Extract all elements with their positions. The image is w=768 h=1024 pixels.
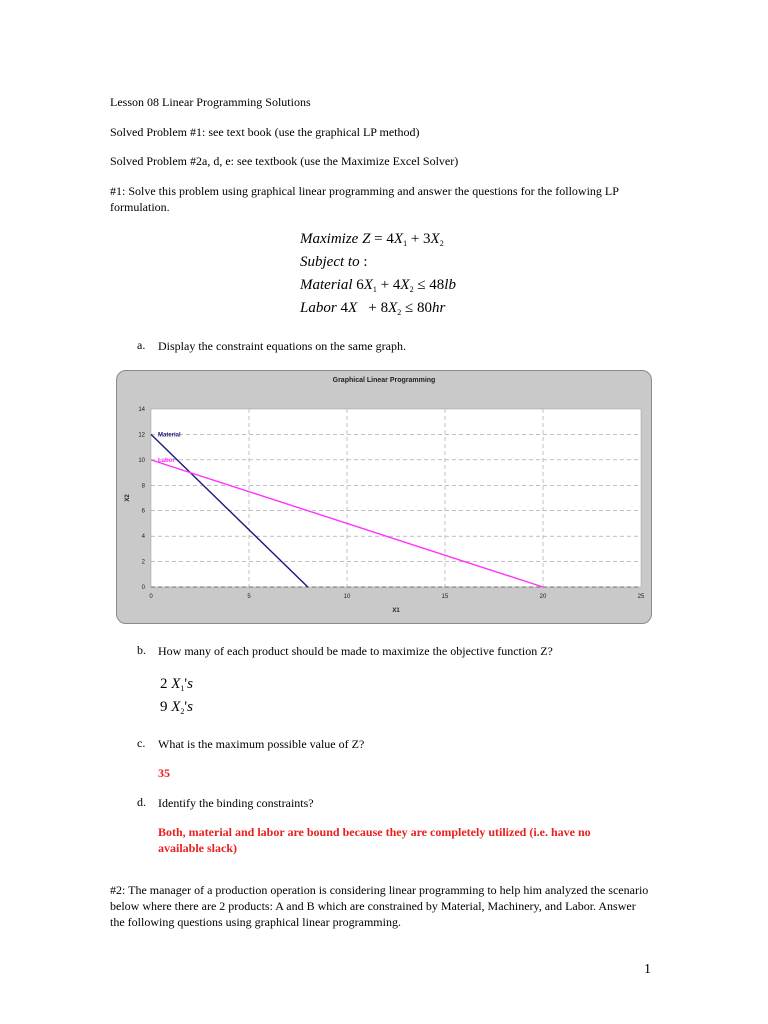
b-answer-2: 9 $X_2's$ <box>160 699 193 716</box>
y-tick-label: 0 <box>141 585 145 591</box>
item-a-letter: a. <box>137 338 146 352</box>
x-tick-label: 10 <box>343 594 351 600</box>
material-constraint: Material $6X_1 + 4X_2 \le 48lb$ <box>300 277 456 294</box>
x-tick-label: 15 <box>441 594 449 600</box>
y-tick-label: 2 <box>141 559 145 566</box>
labor-constraint: Labor $4X + 8X_2 \le 80hr$ <box>300 300 446 317</box>
y-tick-label: 10 <box>138 457 145 464</box>
y-tick-label: 4 <box>141 534 145 541</box>
y-axis-label: X2 <box>125 494 131 502</box>
y-tick-label: 8 <box>141 483 145 490</box>
d-answer: Both, material and labor are bound because they are completely utilized (i.e. have no available slack) <box>158 825 591 855</box>
item-d-letter: d. <box>137 795 146 809</box>
item-b-letter: b. <box>137 643 146 657</box>
lesson-title: Lesson 08 Linear Programming Solutions <box>110 95 311 109</box>
x-tick-label: 0 <box>149 594 153 600</box>
item-d-text: Identify the binding constraints? <box>158 796 314 810</box>
series-label-material: Material <box>158 432 181 439</box>
x-axis-label: X1 <box>392 608 400 614</box>
problem-2-intro: #2: The manager of a production operation is considering linear programming to help him analyzed the scenario below where there are 2 products: A and B which are constrained by Material, Machinery, and Labor. Answer the following questions using graphical linear programming. <box>110 883 649 929</box>
subject-to: Subject to : <box>300 254 368 270</box>
solved-problem-2: Solved Problem #2a, d, e: see textbook (use the Maximize Excel Solver) <box>110 154 459 168</box>
c-answer: 35 <box>158 766 170 780</box>
item-c-text: What is the maximum possible value of Z? <box>158 737 365 751</box>
item-b-text: How many of each product should be made to maximize the objective function Z? <box>158 644 553 658</box>
problem-1-intro: #1: Solve this problem using graphical linear programming and answer the questions for the following LP formulation. <box>110 184 619 214</box>
chart-svg <box>117 371 651 623</box>
y-tick-label: 6 <box>141 508 145 515</box>
solved-problem-1: Solved Problem #1: see text book (use the graphical LP method) <box>110 125 420 139</box>
chart-frame <box>116 370 652 624</box>
x-tick-label: 25 <box>637 594 645 600</box>
plot-area <box>151 409 641 587</box>
page-number: 1 <box>644 962 651 977</box>
b-answer-1: 2 $X_1's$ <box>160 676 193 693</box>
x-tick-label: 20 <box>539 594 547 600</box>
objective-function: Maximize $Z = 4X_1 + 3X_2$ <box>300 231 444 248</box>
series-label-labor: Labor <box>158 457 175 464</box>
y-tick-label: 14 <box>138 407 145 413</box>
chart-title: Graphical Linear Programming <box>332 377 436 384</box>
item-a-text: Display the constraint equations on the same graph. <box>158 339 406 353</box>
item-c-letter: c. <box>137 736 146 750</box>
x-tick-label: 5 <box>247 594 251 600</box>
y-tick-label: 12 <box>138 432 145 439</box>
